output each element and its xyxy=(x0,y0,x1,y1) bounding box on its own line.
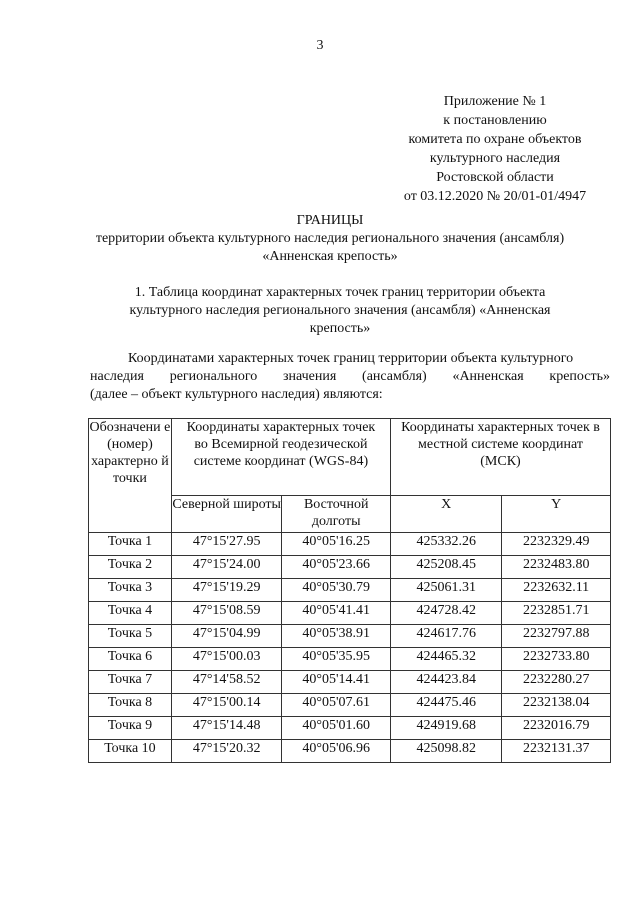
cell-x: 424423.84 xyxy=(390,671,501,694)
header-wgs: Координаты характерных точек во Всемирной геодезической системе координат (WGS-84) xyxy=(171,419,390,496)
cell-point: Точка 8 xyxy=(89,694,172,717)
cell-longitude: 40°05'35.95 xyxy=(282,648,391,671)
appendix-block xyxy=(380,92,610,206)
cell-latitude: 47°15'14.48 xyxy=(171,717,282,740)
cell-y: 2232483.80 xyxy=(502,556,611,579)
cell-point: Точка 1 xyxy=(89,533,172,556)
cell-latitude: 47°15'00.03 xyxy=(171,648,282,671)
cell-latitude: 47°15'20.32 xyxy=(171,740,282,763)
cell-y: 2232138.04 xyxy=(502,694,611,717)
cell-y: 2232733.80 xyxy=(502,648,611,671)
intro-paragraph xyxy=(90,350,610,404)
heading-line: «Анненская крепость» xyxy=(262,249,398,264)
cell-x: 424475.46 xyxy=(390,694,501,717)
cell-longitude: 40°05'14.41 xyxy=(282,671,391,694)
cell-x: 424728.42 xyxy=(390,602,501,625)
table-row xyxy=(89,694,611,717)
cell-longitude: 40°05'06.96 xyxy=(282,740,391,763)
cell-longitude: 40°05'07.61 xyxy=(282,694,391,717)
subheader-lon: Восточной долготы xyxy=(282,496,391,533)
cell-point: Точка 7 xyxy=(89,671,172,694)
coordinates-table xyxy=(88,418,611,763)
cell-latitude: 47°14'58.52 xyxy=(171,671,282,694)
cell-point: Точка 10 xyxy=(89,740,172,763)
cell-longitude: 40°05'23.66 xyxy=(282,556,391,579)
table-row xyxy=(89,602,611,625)
subheader-y: Y xyxy=(502,496,611,533)
section-line: 1. Таблица координат характерных точек границ территории объекта xyxy=(134,285,546,300)
appendix-line: комитета по охране объектов xyxy=(408,132,582,147)
table-header-row xyxy=(89,419,611,496)
heading-title: ГРАНИЦЫ xyxy=(296,213,364,228)
cell-x: 425208.45 xyxy=(390,556,501,579)
table-body xyxy=(89,533,611,763)
cell-point: Точка 3 xyxy=(89,579,172,602)
cell-longitude: 40°05'16.25 xyxy=(282,533,391,556)
cell-longitude: 40°05'01.60 xyxy=(282,717,391,740)
table-row xyxy=(89,625,611,648)
cell-x: 425061.31 xyxy=(390,579,501,602)
cell-point: Точка 4 xyxy=(89,602,172,625)
cell-y: 2232797.88 xyxy=(502,625,611,648)
cell-point: Точка 2 xyxy=(89,556,172,579)
cell-point: Точка 5 xyxy=(89,625,172,648)
cell-x: 425098.82 xyxy=(390,740,501,763)
table-row xyxy=(89,717,611,740)
cell-x: 424465.32 xyxy=(390,648,501,671)
heading-line: территории объекта культурного наследия регионального значения (ансамбля) xyxy=(95,231,565,246)
header-msk: Координаты характерных точек в местной системе координат (МСК) xyxy=(390,419,610,496)
section-line: крепость» xyxy=(309,321,371,336)
cell-y: 2232016.79 xyxy=(502,717,611,740)
appendix-line: от 03.12.2020 № 20/01-01/4947 xyxy=(403,189,587,204)
section-line: культурного наследия регионального значения (ансамбля) «Анненская xyxy=(129,303,551,318)
cell-y: 2232280.27 xyxy=(502,671,611,694)
cell-y: 2232329.49 xyxy=(502,533,611,556)
table-row xyxy=(89,740,611,763)
cell-latitude: 47°15'19.29 xyxy=(171,579,282,602)
appendix-line: культурного наследия xyxy=(429,151,561,166)
appendix-line: Приложение № 1 xyxy=(443,94,547,109)
intro-line: Координатами характерных точек границ территории объекта культурного xyxy=(128,351,574,366)
cell-latitude: 47°15'24.00 xyxy=(171,556,282,579)
cell-longitude: 40°05'38.91 xyxy=(282,625,391,648)
cell-y: 2232131.37 xyxy=(502,740,611,763)
appendix-line: к постановлению xyxy=(443,113,547,128)
cell-latitude: 47°15'00.14 xyxy=(171,694,282,717)
cell-point: Точка 6 xyxy=(89,648,172,671)
cell-x: 425332.26 xyxy=(390,533,501,556)
cell-x: 424617.76 xyxy=(390,625,501,648)
intro-line: наследия регионального значения (ансамбля) «Анненская крепость» xyxy=(90,369,610,384)
cell-latitude: 47°15'08.59 xyxy=(171,602,282,625)
cell-longitude: 40°05'30.79 xyxy=(282,579,391,602)
cell-x: 424919.68 xyxy=(390,717,501,740)
appendix-line: Ростовской области xyxy=(436,170,554,185)
cell-y: 2232632.11 xyxy=(502,579,611,602)
document-heading xyxy=(80,212,580,266)
page-number: 3 xyxy=(316,38,324,53)
table-row xyxy=(89,671,611,694)
table-row xyxy=(89,556,611,579)
subheader-lat: Северной широты xyxy=(171,496,282,533)
header-designation: Обозначени е (номер) характерно й точки xyxy=(89,419,172,533)
subheader-x: X xyxy=(390,496,501,533)
intro-line: (далее – объект культурного наследия) являются: xyxy=(90,387,383,402)
cell-y: 2232851.71 xyxy=(502,602,611,625)
section-title xyxy=(105,284,575,338)
cell-latitude: 47°15'04.99 xyxy=(171,625,282,648)
cell-point: Точка 9 xyxy=(89,717,172,740)
table-row xyxy=(89,648,611,671)
table-row xyxy=(89,579,611,602)
table-row xyxy=(89,533,611,556)
cell-latitude: 47°15'27.95 xyxy=(171,533,282,556)
cell-longitude: 40°05'41.41 xyxy=(282,602,391,625)
